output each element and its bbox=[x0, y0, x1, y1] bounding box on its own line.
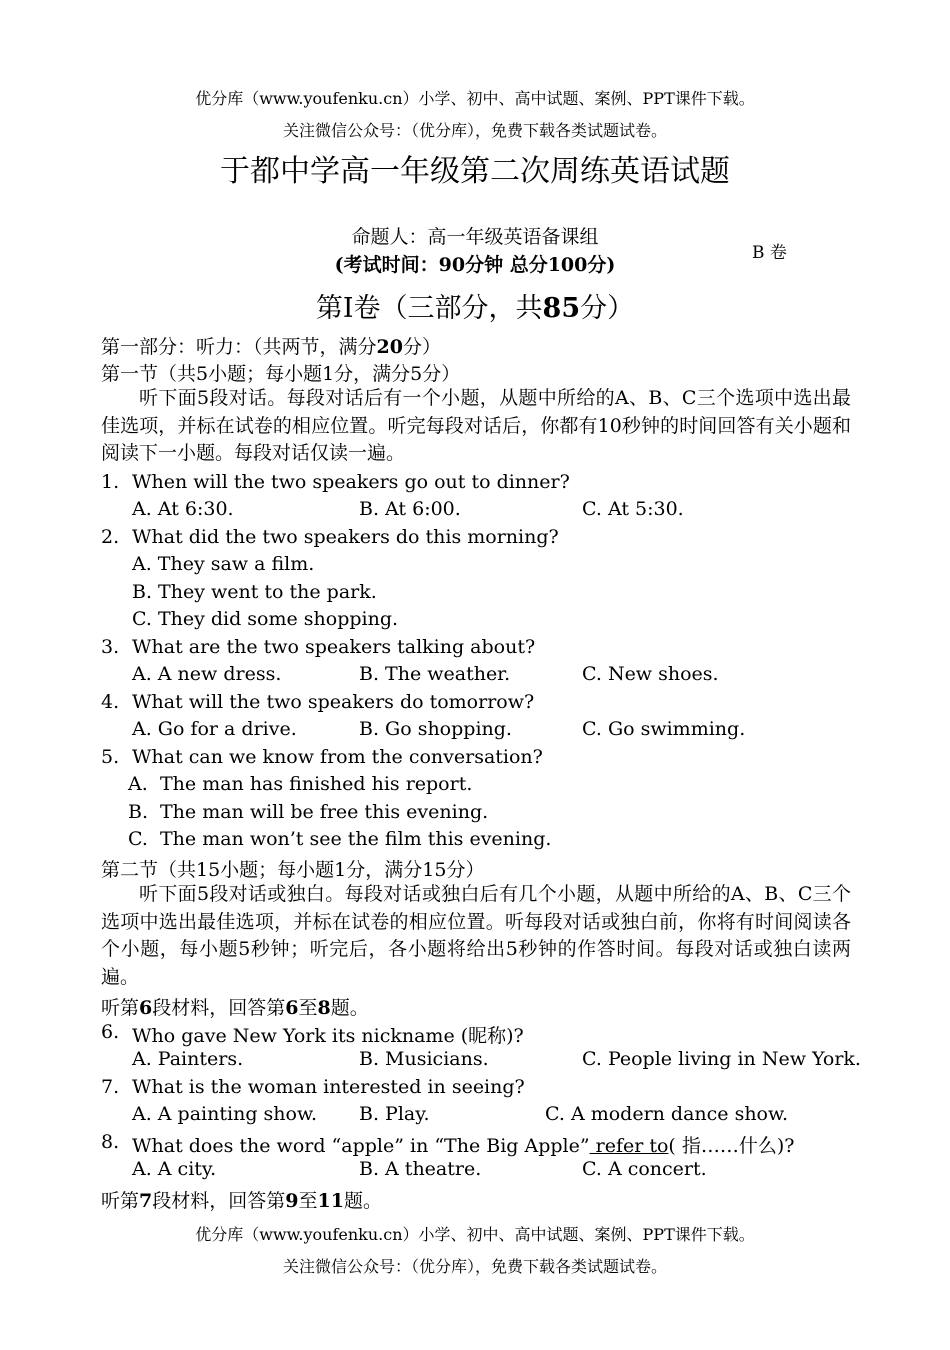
material-7-instruction bbox=[101, 1186, 851, 1213]
q6-option-a: A. Painters. bbox=[132, 1048, 244, 1070]
m7-p3: 至 bbox=[298, 1190, 318, 1212]
q7-text: What is the woman interested in seeing? bbox=[132, 1076, 525, 1098]
paper-version: B 卷 bbox=[752, 243, 787, 263]
q6-option-c: C. People living in New York. bbox=[582, 1048, 861, 1070]
time-mid: 分钟 总分 bbox=[465, 254, 548, 276]
q1-number: 1. bbox=[101, 471, 120, 493]
q3-option-a: A. A new dress. bbox=[132, 663, 282, 685]
material-6-instruction bbox=[101, 993, 851, 1020]
section1-instructions: 听下面5段对话。每段对话后有一个小题，从题中所给的A、B、C三个选项中选出最佳选项，并标在试卷的相应位置。听完每段对话后，你都有10秒钟的时间回答有关小题和阅读下一小题。每段对话仅读一遍。 bbox=[101, 387, 851, 464]
q8-option-c: C. A concert. bbox=[582, 1158, 707, 1180]
q3-text: What are the two speakers talking about? bbox=[132, 636, 536, 658]
volume-prefix: 第Ⅰ卷（三部分，共 bbox=[315, 293, 543, 324]
q2-option-b: B. They went to the park. bbox=[132, 581, 377, 603]
q1-text: When will the two speakers go out to dinner? bbox=[132, 471, 570, 493]
q8-option-b: B. A theatre. bbox=[359, 1158, 482, 1180]
q2-number: 2. bbox=[101, 526, 120, 548]
header-line-2: 关注微信公众号：（优分库），免费下载各类试题试卷。 bbox=[282, 121, 667, 140]
q8-text bbox=[132, 1131, 794, 1158]
m6-p3: 至 bbox=[298, 997, 318, 1019]
q7-number: 7. bbox=[101, 1076, 120, 1098]
q2-text: What did the two speakers do this morning? bbox=[132, 526, 559, 548]
q6-text: Who gave New York its nickname (昵称)? bbox=[132, 1025, 524, 1047]
q8-text-prefix: What does the word “apple” in “The Big Apple” bbox=[132, 1135, 590, 1157]
q2-option-c: C. They did some shopping. bbox=[132, 608, 399, 630]
q5-option-b: The man will be free this evening. bbox=[160, 801, 489, 823]
section2-heading: 第二节（共15小题；每小题1分，满分15分） bbox=[101, 859, 485, 881]
part1-heading-prefix: 第一部分：听力：（共两节，满分 bbox=[101, 336, 377, 358]
m6-n2: 6 bbox=[285, 997, 299, 1019]
q2-option-a: A. They saw a film. bbox=[132, 553, 315, 575]
q5-number: 5. bbox=[101, 746, 120, 768]
section1-heading: 第一节（共5小题；每小题1分，满分5分） bbox=[101, 363, 461, 385]
time-minutes: 90 bbox=[438, 254, 466, 276]
volume-heading bbox=[0, 286, 950, 325]
q1-option-b: B. At 6:00. bbox=[359, 498, 461, 520]
q8-text-suffix: ( 指……什么)? bbox=[668, 1135, 795, 1157]
m6-n3: 8 bbox=[317, 997, 331, 1019]
q1-option-a: A. At 6:30. bbox=[132, 498, 234, 520]
q7-option-b: B. Play. bbox=[359, 1103, 430, 1125]
q5-option-c: The man won’t see the film this evening. bbox=[160, 828, 552, 850]
m7-p1: 听第 bbox=[101, 1190, 140, 1212]
m7-p2: 段材料，回答第 bbox=[152, 1190, 286, 1212]
exam-title: 于都中学高一年级第二次周练英语试题 bbox=[220, 154, 730, 189]
footer-line-1: 优分库（www.youfenku.cn）小学、初中、高中试题、案例、PPT课件下载。 bbox=[195, 1225, 755, 1244]
m6-p1: 听第 bbox=[101, 997, 140, 1019]
q5-text: What can we know from the conversation? bbox=[132, 746, 543, 768]
q4-text: What will the two speakers do tomorrow? bbox=[132, 691, 535, 713]
m7-n1: 7 bbox=[139, 1190, 153, 1212]
q5-option-a-letter: A. bbox=[128, 773, 148, 795]
section2-instructions: 听下面5段对话或独白。每段对话或独白后有几个小题，从题中所给的A、B、C三个选项中选出最佳选项，并标在试卷的相应位置。听每段对话或独白前，你将有时间阅读各个小题，每小题5秒钟；听完后，各小题将给出5秒钟的作答时间。每段对话或独白读两遍。 bbox=[101, 883, 851, 988]
exam-author: 命题人：高一年级英语备课组 bbox=[351, 226, 599, 248]
q4-option-b: B. Go shopping. bbox=[359, 718, 512, 740]
q8-option-a: A. A city. bbox=[132, 1158, 217, 1180]
q5-option-c-letter: C. bbox=[128, 828, 148, 850]
q4-option-a: A. Go for a drive. bbox=[132, 718, 297, 740]
m7-n3: 11 bbox=[317, 1190, 344, 1212]
footer-line-2: 关注微信公众号：（优分库），免费下载各类试题试卷。 bbox=[282, 1257, 667, 1276]
q4-number: 4. bbox=[101, 691, 120, 713]
m6-p4: 题。 bbox=[330, 997, 369, 1019]
part1-heading bbox=[101, 332, 851, 359]
time-suffix: 分) bbox=[587, 254, 616, 276]
q7-option-a: A. A painting show. bbox=[132, 1103, 317, 1125]
q3-option-c: C. New shoes. bbox=[582, 663, 719, 685]
m6-n1: 6 bbox=[139, 997, 153, 1019]
header-line-1: 优分库（www.youfenku.cn）小学、初中、高中试题、案例、PPT课件下载。 bbox=[195, 89, 755, 108]
q3-option-b: B. The weather. bbox=[359, 663, 511, 685]
total-score: 100 bbox=[547, 254, 588, 276]
exam-time-info bbox=[0, 250, 950, 277]
q3-number: 3. bbox=[101, 636, 120, 658]
volume-score: 85 bbox=[542, 293, 581, 324]
part1-heading-suffix: 分） bbox=[402, 336, 441, 358]
q4-option-c: C. Go swimming. bbox=[582, 718, 746, 740]
q6-option-b: B. Musicians. bbox=[359, 1048, 489, 1070]
part1-heading-score: 20 bbox=[376, 336, 403, 358]
q8-text-underlined: refer to bbox=[589, 1135, 669, 1157]
q8-number: 8. bbox=[101, 1131, 120, 1153]
m6-p2: 段材料，回答第 bbox=[152, 997, 286, 1019]
q6-number: 6. bbox=[101, 1021, 120, 1043]
q5-option-b-letter: B. bbox=[128, 801, 149, 823]
m7-p4: 题。 bbox=[343, 1190, 382, 1212]
q5-option-a: The man has finished his report. bbox=[160, 773, 473, 795]
volume-suffix: 分） bbox=[580, 293, 635, 324]
m7-n2: 9 bbox=[285, 1190, 299, 1212]
q7-option-c: C. A modern dance show. bbox=[545, 1103, 789, 1125]
time-prefix: (考试时间： bbox=[334, 254, 439, 276]
q1-option-c: C. At 5:30. bbox=[582, 498, 684, 520]
